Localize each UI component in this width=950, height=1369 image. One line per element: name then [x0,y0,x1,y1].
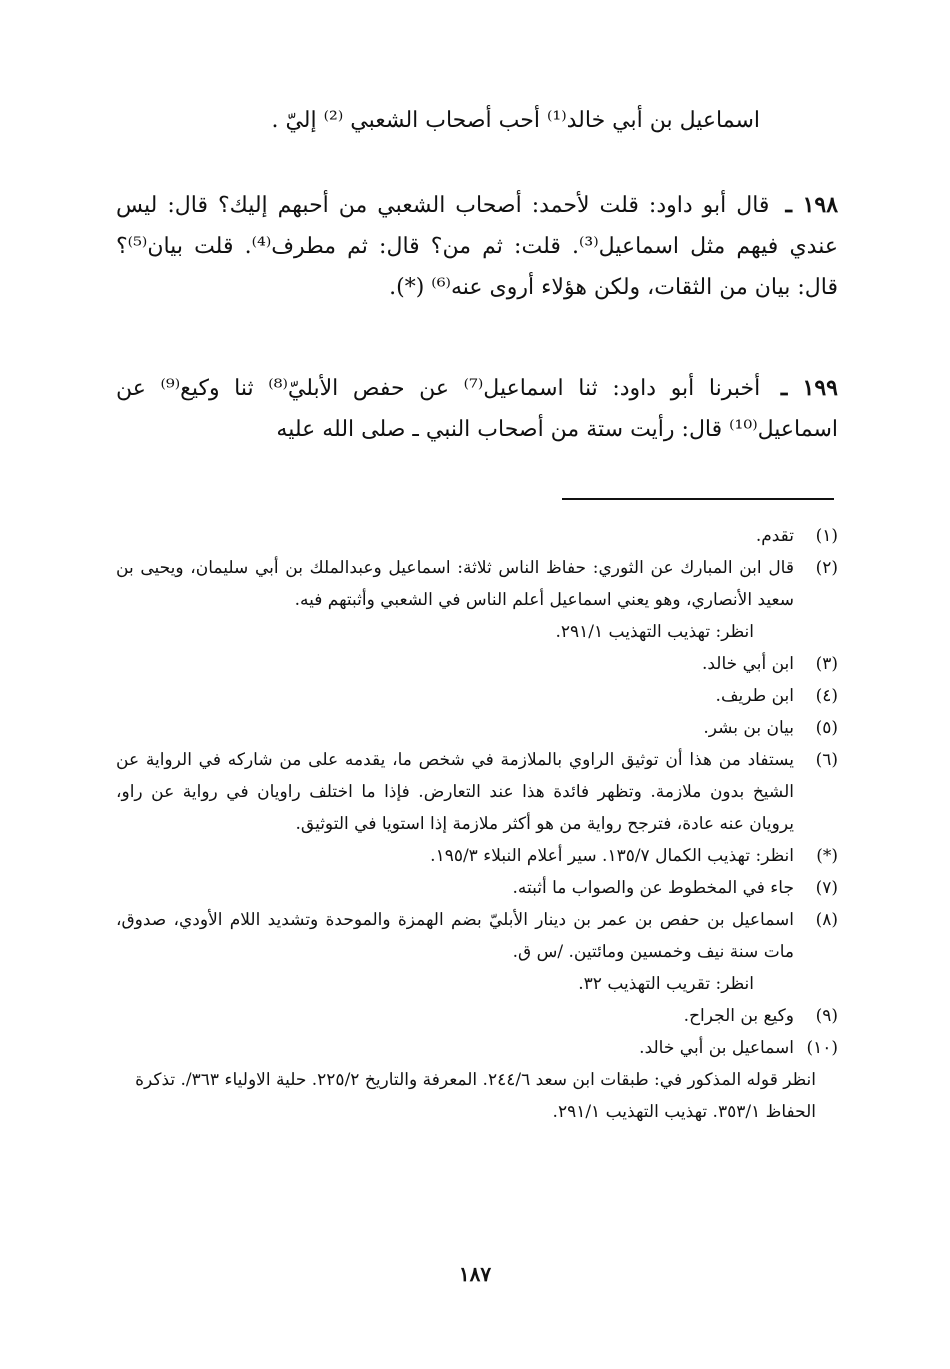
footnote-text: قال ابن المبارك عن الثوري: حفاظ الناس ثلاثة: اسماعيل وعبدالملك بن أبي سليمان، ويحيى بن سعيد الأنصاري، وهو يعني اسماعيل أعلم الناس في الشعبي وأثبتهم فيه. [116,558,794,610]
footnote-star [116,840,838,872]
footnote-text: وكيع بن الجراح. [683,1006,794,1026]
entry-number: ١٩٩ ـ [780,375,838,401]
entry-number: ١٩٨ ـ [785,192,839,218]
footnote-6 [116,744,838,840]
footnote-1 [116,520,838,552]
footnote-2 [116,552,838,616]
footnote-text: انظر: تهذيب الكمال ١٣٥/٧. سير أعلام النبلاء ١٩٥/٣. [430,846,794,866]
footnote-reference: انظر: تهذيب التهذيب ٢٩١/١. [555,622,754,642]
footnote-number: (٣) [815,654,838,674]
footnote-separator [562,498,834,500]
footnote-number: (*) [816,846,838,866]
footnote-text: يستفاد من هذا أن توثيق الراوي بالملازمة في شخص ما، يقدمه على من شاركه في الرواية عن الشيخ بدون ملازمة. وتظهر فائدة هذا عند التعارض. فإذا ما اختلف راويان في رواية عن راو، يرويان عنه عادة، فترجح رواية من هو أكثر ملازمة إذا استويا في التوثيق. [116,750,794,834]
footnote-text: بيان بن بشر. [703,718,794,738]
page-number: ١٨٧ [458,1262,492,1286]
footnote-reference: انظر: تقريب التهذيب ٣٢. [578,974,754,994]
entry-text: قال أبو داود: قلت لأحمد: أصحاب الشعبي من أحبهم إليك؟ قال: ليس عندي فيهم مثل اسماعيل⁽³⁾. قلت: ثم من؟ قال: ثم مطرف⁽⁴⁾. قلت بيان⁽⁵⁾؟ قال: بيان من الثقات، ولكن هؤلاء أروى عنه⁽⁶⁾ (*). [116,193,838,300]
footnote-number: (٥) [815,718,838,738]
opening-line: اسماعيل بن أبي خالد⁽¹⁾ أحب أصحاب الشعبي ⁽²⁾ إليّ . [271,108,760,133]
footnote-7 [116,872,838,904]
footnote-9 [116,1000,838,1032]
source-note: انظر قوله المذكور في: طبقات ابن سعد ٢٤٤/٦. المعرفة والتاريخ ٢٢٥/٢. حلية الاولياء ٣٦٣/. تذكرة الحفاظ ٣٥٣/١. تهذيب التهذيب ٢٩١/١. [135,1070,816,1122]
footnote-text: اسماعيل بن أبي خالد. [639,1038,794,1058]
footnote-number: (٤) [815,686,838,706]
footnote-text: ابن أبي خالد. [701,654,794,674]
footnote-text: جاء في المخطوط عن والصواب ما أثبته. [512,878,794,898]
footnote-number: (٢) [815,558,838,578]
footnote-text: ابن طريف. [715,686,794,706]
footnote-5 [116,712,838,744]
footnote-number: (١) [815,526,838,546]
footnote-text: اسماعيل بن حفص بن عمر بن دينار الأبليّ بضم الهمزة والموحدة وتشديد اللام الأودي، صدوق، مات سنة نيف وخمسين ومائتين. /س ق. [116,910,794,962]
footnote-number: (٧) [815,878,838,898]
footnote-8 [116,904,838,968]
footnote-3 [116,648,838,680]
footnote-number: (١٠) [806,1038,838,1058]
footnote-4 [116,680,838,712]
entry-text: أخبرنا أبو داود: ثنا اسماعيل⁽⁷⁾ عن حفص الأبليّ⁽⁸⁾ ثنا وكيع⁽⁹⁾ عن اسماعيل⁽¹⁰⁾ قال: رأيت ستة من أصحاب النبي ـ صلى الله عليه [116,376,838,442]
footnote-text: تقدم. [755,526,794,546]
entry-198 [116,185,838,308]
footnote-number: (٦) [815,750,838,770]
footnote-number: (٩) [815,1006,838,1026]
footnote-10 [116,1032,838,1064]
footnotes [116,520,838,1128]
footnote-number: (٨) [815,910,838,930]
entry-199 [116,368,838,450]
